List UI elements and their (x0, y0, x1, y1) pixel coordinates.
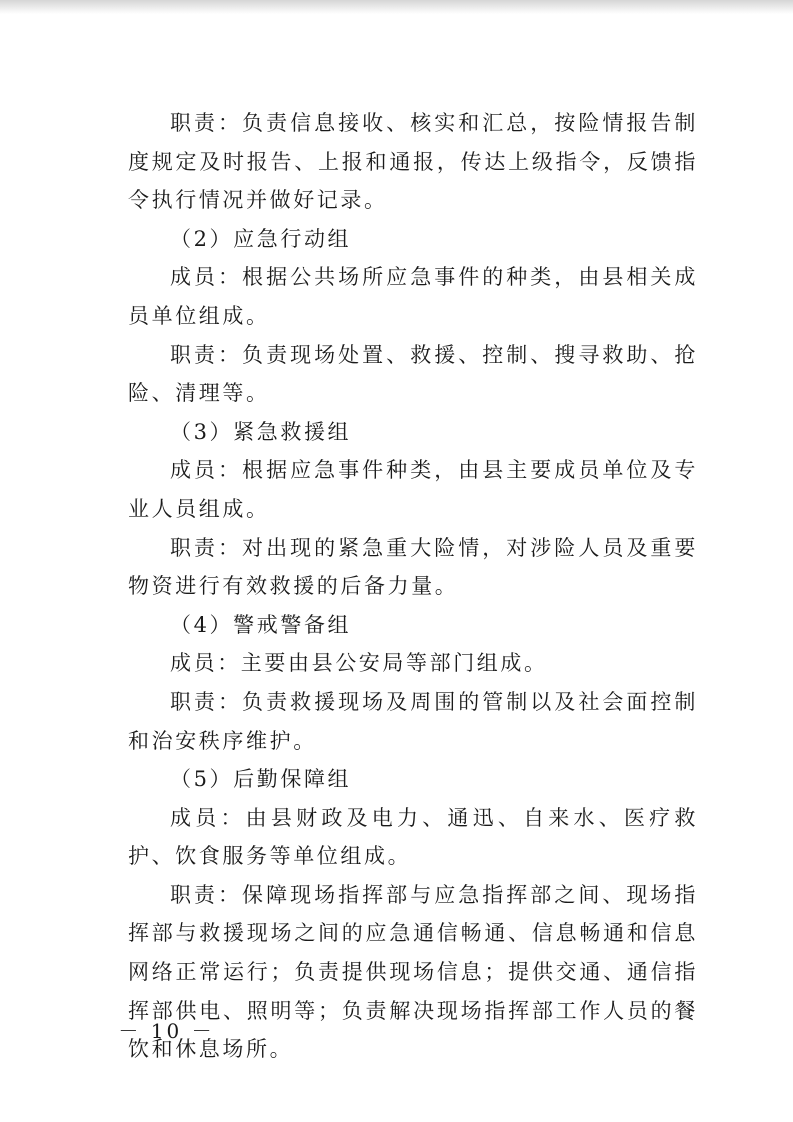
document-body (128, 104, 698, 1069)
paragraph-duties-rescue-group: 职责：对出现的紧急重大险情，对涉险人员及重要物资进行有效救援的后备力量。 (128, 535, 698, 599)
page-number: － 10 － (118, 1019, 215, 1043)
scan-top-edge (0, 0, 793, 14)
paragraph-members-security-group: 成员：主要由县公安局等部门组成。 (170, 651, 548, 676)
heading-logistics-group: （5）后勤保障组 (170, 767, 352, 792)
heading-rescue-group: （3）紧急救援组 (170, 419, 352, 444)
heading-security-group: （4）警戒警备组 (170, 612, 352, 637)
paragraph-duties-logistics-group: 职责：保障现场指挥部与应急指挥部之间、现场指挥部与救援现场之间的应急通信畅通、信息畅通和信息网络正常运行；负责提供现场信息；提供交通、通信指挥部供电、照明等；负责解决现场指挥部工作人员的餐饮和休息场所。 (128, 882, 698, 1062)
paragraph-duties-info: 职责：负责信息接收、核实和汇总，按险情报告制度规定及时报告、上报和通报，传达上级指令，反馈指令执行情况并做好记录。 (128, 111, 698, 213)
paragraph-members-logistics-group: 成员：由县财政及电力、通迅、自来水、医疗救护、饮食服务等单位组成。 (128, 805, 698, 869)
paragraph-duties-security-group: 职责：负责救援现场及周围的管制以及社会面控制和治安秩序维护。 (128, 689, 698, 753)
paragraph-members-action-group: 成员：根据公共场所应急事件的种类，由县相关成员单位组成。 (128, 265, 698, 328)
heading-emergency-action-group: （2）应急行动组 (170, 226, 352, 251)
paragraph-members-rescue-group: 成员：根据应急事件种类，由县主要成员单位及专业人员组成。 (128, 458, 698, 521)
paragraph-duties-action-group: 职责：负责现场处置、救援、控制、搜寻救助、抢险、清理等。 (128, 342, 698, 406)
